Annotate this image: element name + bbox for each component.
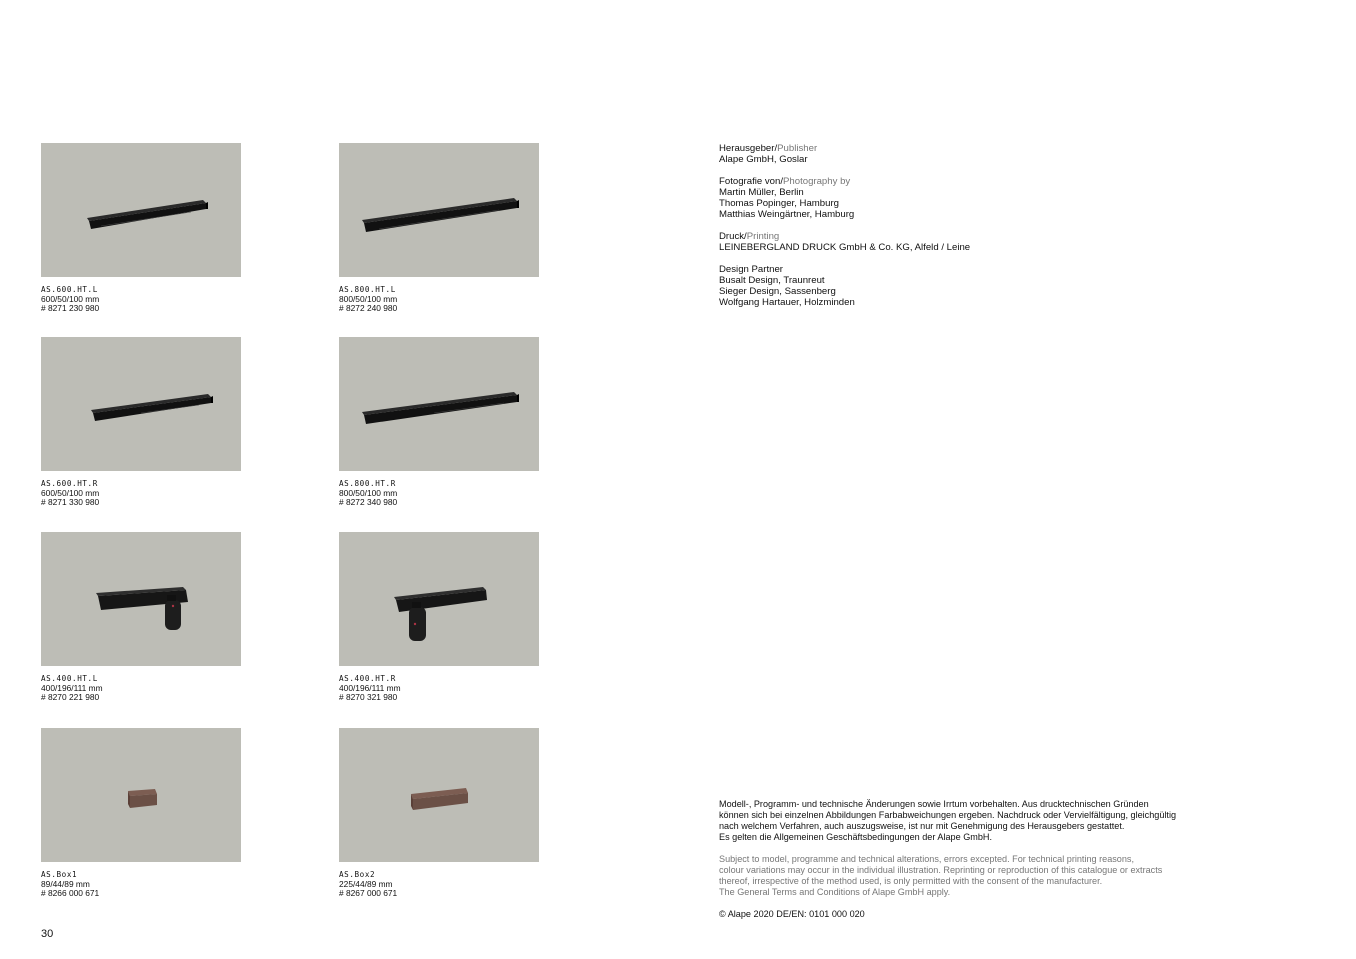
product-number: # 8271 230 980	[41, 303, 100, 314]
product-photo	[339, 337, 539, 471]
photographer: Matthias Weingärtner, Hamburg	[719, 209, 855, 220]
product-caption	[339, 870, 539, 899]
legal-line: nach welchem Verfahren, auch auszugsweise, ist nur mit Genehmigung des Herausgebers gestattet.	[719, 821, 1125, 831]
product-photo	[41, 337, 241, 471]
legal-line: The General Terms and Conditions of Alape GmbH apply.	[719, 887, 951, 897]
legal-line: können sich bei einzelnen Abbildungen Farbabweichungen ergeben. Nachdruck oder Vervielfältigung, gleichgültig	[719, 810, 1177, 820]
product-code: AS.400.HT.L	[41, 674, 98, 683]
product-code: AS.800.HT.R	[339, 479, 396, 488]
photographer: Thomas Popinger, Hamburg	[719, 198, 839, 209]
product-code: AS.800.HT.L	[339, 285, 396, 294]
product-number: # 8272 240 980	[339, 303, 398, 314]
legal-notice	[719, 799, 1189, 931]
photography-block	[719, 176, 1179, 220]
product-card	[339, 143, 539, 314]
printing-block	[719, 231, 1179, 253]
product-code: AS.600.HT.R	[41, 479, 98, 488]
design-partner: Wolfgang Hartauer, Holzminden	[719, 297, 855, 308]
product-card	[339, 728, 539, 899]
product-card	[339, 532, 539, 703]
product-dimensions: 600/50/100 mm	[41, 293, 100, 304]
legal-line: Modell-, Programm- und technische Änderungen sowie Irrtum vorbehalten. Aus drucktechnischen Gründen	[719, 799, 1149, 809]
product-card	[41, 337, 241, 508]
product-caption	[41, 870, 241, 899]
printer-name: LEINEBERGLAND DRUCK GmbH & Co. KG, Alfeld / Leine	[719, 242, 971, 253]
legal-text-de	[719, 799, 1189, 843]
publisher-block	[719, 143, 1179, 165]
product-photo	[41, 532, 241, 666]
product-dimensions: 400/196/111 mm	[339, 682, 401, 693]
product-number: # 8266 000 671	[41, 888, 100, 899]
legal-text-en	[719, 854, 1189, 898]
design-block	[719, 264, 1179, 308]
product-card	[41, 728, 241, 899]
legal-line: Es gelten die Allgemeinen Geschäftsbedingungen der Alape GmbH.	[719, 832, 992, 842]
legal-line: Subject to model, programme and technical alterations, errors excepted. For technical printing reasons,	[719, 854, 1134, 864]
printing-label-de: Druck/	[719, 231, 747, 242]
publisher-label-en: Publisher	[777, 143, 818, 154]
product-code: AS.Box2	[339, 870, 376, 879]
publisher-heading	[719, 143, 1179, 154]
design-partner: Busalt Design, Traunreut	[719, 275, 825, 286]
copyright: © Alape 2020 DE/EN: 0101 000 020	[719, 909, 865, 919]
product-photo	[339, 532, 539, 666]
printing-heading	[719, 231, 1179, 242]
legal-line: colour variations may occur in the individual illustration. Reprinting or reproduction of this catalogue or extracts	[719, 865, 1163, 875]
photography-heading	[719, 176, 1179, 187]
product-number: # 8271 330 980	[41, 497, 100, 508]
design-heading: Design Partner	[719, 264, 783, 275]
product-dimensions: 800/50/100 mm	[339, 487, 398, 498]
product-number: # 8272 340 980	[339, 497, 398, 508]
product-dimensions: 800/50/100 mm	[339, 293, 398, 304]
product-dimensions: 600/50/100 mm	[41, 487, 100, 498]
product-card	[41, 532, 241, 703]
imprint	[719, 143, 1179, 319]
printing-label-en: Printing	[746, 231, 780, 242]
product-caption	[41, 285, 241, 314]
product-code: AS.Box1	[41, 870, 78, 879]
photography-label-de: Fotografie von/	[719, 176, 783, 187]
product-caption	[339, 674, 539, 703]
product-card	[339, 337, 539, 508]
product-code: AS.600.HT.L	[41, 285, 98, 294]
product-caption	[339, 285, 539, 314]
photographer: Martin Müller, Berlin	[719, 187, 804, 198]
product-caption	[41, 479, 241, 508]
photography-label-en: Photography by	[783, 176, 851, 187]
product-number: # 8270 321 980	[339, 692, 398, 703]
product-caption	[41, 674, 241, 703]
product-number: # 8267 000 671	[339, 888, 398, 899]
product-card	[41, 143, 241, 314]
product-dimensions: 89/44/89 mm	[41, 878, 90, 889]
product-caption	[339, 479, 539, 508]
product-photo	[339, 143, 539, 277]
product-dimensions: 400/196/111 mm	[41, 682, 103, 693]
product-number: # 8270 221 980	[41, 692, 100, 703]
publisher-label-de: Herausgeber/	[719, 143, 778, 154]
page-number: 30	[41, 928, 54, 940]
product-photo	[41, 143, 241, 277]
product-photo	[41, 728, 241, 862]
design-partner: Sieger Design, Sassenberg	[719, 286, 836, 297]
legal-line: thereof, irrespective of the method used, is only permitted with the consent of the manufacturer.	[719, 876, 1103, 886]
product-dimensions: 225/44/89 mm	[339, 878, 393, 889]
product-code: AS.400.HT.R	[339, 674, 396, 683]
product-photo	[339, 728, 539, 862]
publisher-name: Alape GmbH, Goslar	[719, 154, 808, 165]
